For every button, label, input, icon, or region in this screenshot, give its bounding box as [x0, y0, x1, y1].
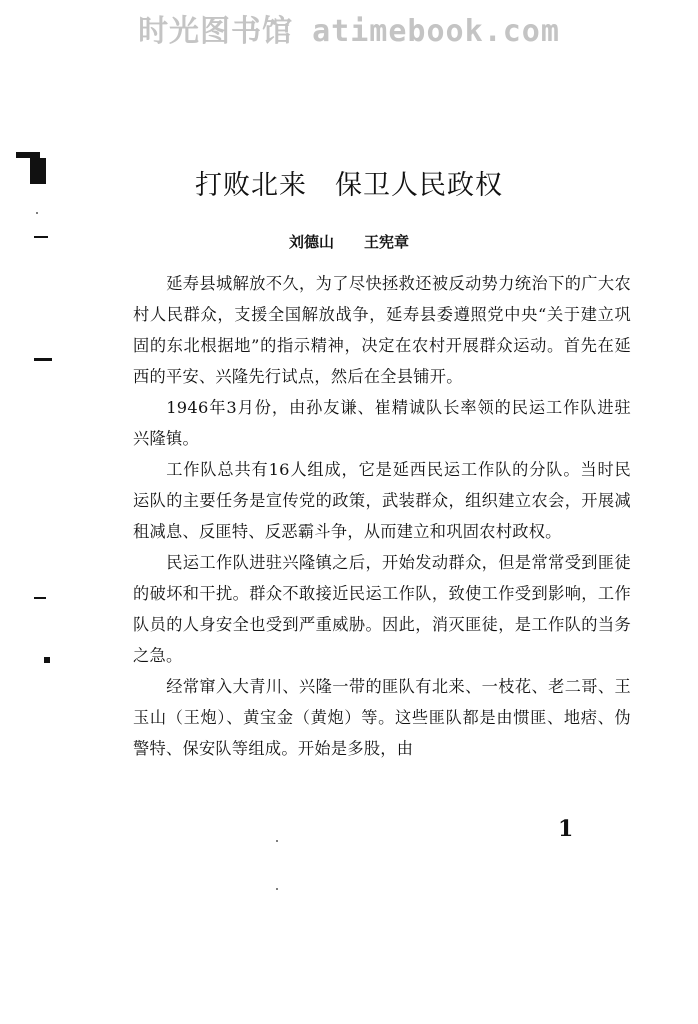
paragraph: 1946年3月份，由孙友谦、崔精诚队长率领的民运工作队进驻兴隆镇。 [133, 398, 631, 448]
scan-dot [276, 888, 278, 890]
scan-dot [276, 840, 278, 842]
watermark: 时光图书馆 atimebook.com [138, 14, 560, 49]
page-number: 1 [558, 816, 574, 842]
scan-mark [34, 358, 52, 361]
scan-mark [34, 597, 46, 599]
scan-mark [44, 657, 50, 663]
article-title: 打败北来 保卫人民政权 [195, 170, 503, 201]
paragraph: 经常窜入大青川、兴隆一带的匪队有北来、一枝花、老二哥、王玉山（王炮）、黄宝金（黄炮）等。这些匪队都是由惯匪、地痞、伪警特、保安队等组成。开始是多股，由 [133, 677, 631, 758]
article-body [133, 268, 631, 764]
paragraph: 民运工作队进驻兴隆镇之后，开始发动群众，但是常常受到匪徒的破坏和干扰。群众不敢接近民运工作队，致使工作受到影响，工作队员的人身安全也受到严重威胁。因此，消灭匪徒，是工作队的当务之急。 [133, 553, 631, 665]
paragraph: 延寿县城解放不久，为了尽快拯救还被反动势力统治下的广大农村人民群众，支援全国解放战争，延寿县委遵照党中央“关于建立巩固的东北根据地”的指示精神，决定在农村开展群众运动。首先在延西的平安、兴隆先行试点，然后在全县铺开。 [133, 274, 631, 386]
article-authors: 刘德山 王宪章 [288, 233, 409, 251]
paragraph: 工作队总共有16人组成，它是延西民运工作队的分队。当时民运队的主要任务是宣传党的政策，武装群众，组织建立农会，开展减租减息、反匪特、反恶霸斗争，从而建立和巩固农村政权。 [133, 460, 631, 541]
scan-dot [36, 212, 38, 214]
